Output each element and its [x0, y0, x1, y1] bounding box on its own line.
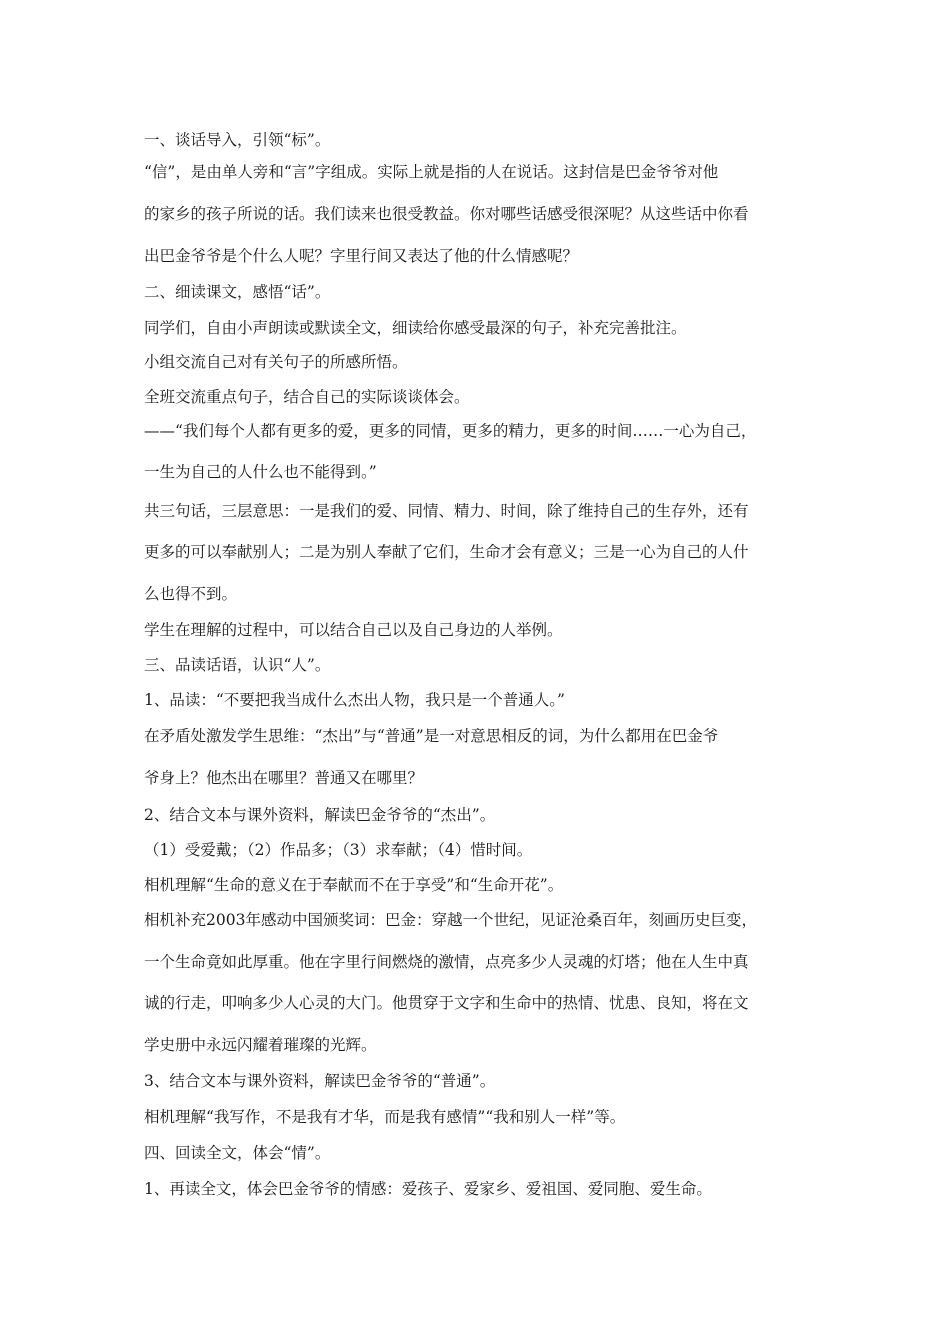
paragraph-line: 2、结合文本与课外资料，解读巴金爷爷的“杰出”。	[144, 806, 496, 824]
paragraph-line: 爷身上？他杰出在哪里？普通又在哪里？	[144, 769, 424, 787]
section-heading-2: 二、细读课文，感悟“话”。	[144, 283, 331, 301]
paragraph-line: 相机补充2003年感动中国颁奖词：巴金：穿越一个世纪，见证沧桑百年，刻画历史巨变，	[144, 911, 757, 929]
section-heading-3: 三、品读话语，认识“人”。	[144, 656, 331, 674]
paragraph-line: 在矛盾处激发学生思维：“杰出”与“普通”是一对意思相反的词，为什么都用在巴金爷	[144, 727, 719, 745]
paragraph-line: 出巴金爷爷是个什么人呢？字里行间又表达了他的什么情感呢？	[144, 247, 579, 265]
paragraph-line: 相机理解“我写作，不是我有才华，而是我有感情”“我和别人一样”等。	[144, 1108, 626, 1126]
paragraph-line: 小组交流自己对有关句子的所感所悟。	[144, 353, 408, 371]
paragraph-line: 同学们，自由小声朗读或默读全文，细读给你感受最深的句子，补充完善批注。	[144, 319, 687, 337]
paragraph-line: 全班交流重点句子，结合自己的实际谈谈体会。	[144, 388, 470, 406]
quote-line: 一生为自己的人什么也不能得到。”	[144, 463, 377, 481]
paragraph-line: （1）受爱戴；（2）作品多；（3）求奉献；（4）惜时间。	[144, 841, 533, 859]
paragraph-line: 么也得不到。	[144, 585, 238, 603]
paragraph-line: 共三句话，三层意思：一是我们的爱、同情、精力、时间，除了维持自己的生存外，还有	[144, 502, 749, 520]
section-heading-1: 一、谈话导入，引领“标”。	[144, 131, 331, 149]
section-heading-4: 四、回读全文，体会“情”。	[144, 1144, 331, 1162]
paragraph-line: 3、结合文本与课外资料，解读巴金爷爷的“普通”。	[144, 1072, 496, 1090]
paragraph-line: 学生在理解的过程中，可以结合自己以及自己身边的人举例。	[144, 621, 563, 639]
paragraph-line: 一个生命竟如此厚重。他在字里行间燃烧的激情，点亮多少人灵魂的灯塔；他在人生中真	[144, 953, 749, 971]
paragraph-line: 更多的可以奉献别人；二是为别人奉献了它们，生命才会有意义；三是一心为自己的人什	[144, 543, 749, 561]
paragraph-line: 的家乡的孩子所说的话。我们读来也很受教益。你对哪些话感受很深呢？从这些话中你看	[144, 205, 749, 223]
paragraph-line: 相机理解“生命的意义在于奉献而不在于享受”和“生命开花”。	[144, 876, 564, 894]
paragraph-line: 1、再读全文，体会巴金爷爷的情感：爱孩子、爱家乡、爱祖国、爱同胞、爱生命。	[144, 1180, 712, 1198]
paragraph-line: 诚的行走，叩响多少人心灵的大门。他贯穿于文字和生命中的热情、忧患、良知，将在文	[144, 994, 749, 1012]
quote-line: ——“我们每个人都有更多的爱，更多的同情，更多的精力，更多的时间……一心为自己，	[144, 422, 757, 440]
paragraph-line: 1、品读：“不要把我当成什么杰出人物，我只是一个普通人。”	[144, 691, 565, 709]
paragraph-line: 学史册中永远闪耀着璀璨的光辉。	[144, 1036, 377, 1054]
paragraph-line: “信”，是由单人旁和“言”字组成。实际上就是指的人在说话。这封信是巴金爷爷对他	[144, 163, 719, 181]
